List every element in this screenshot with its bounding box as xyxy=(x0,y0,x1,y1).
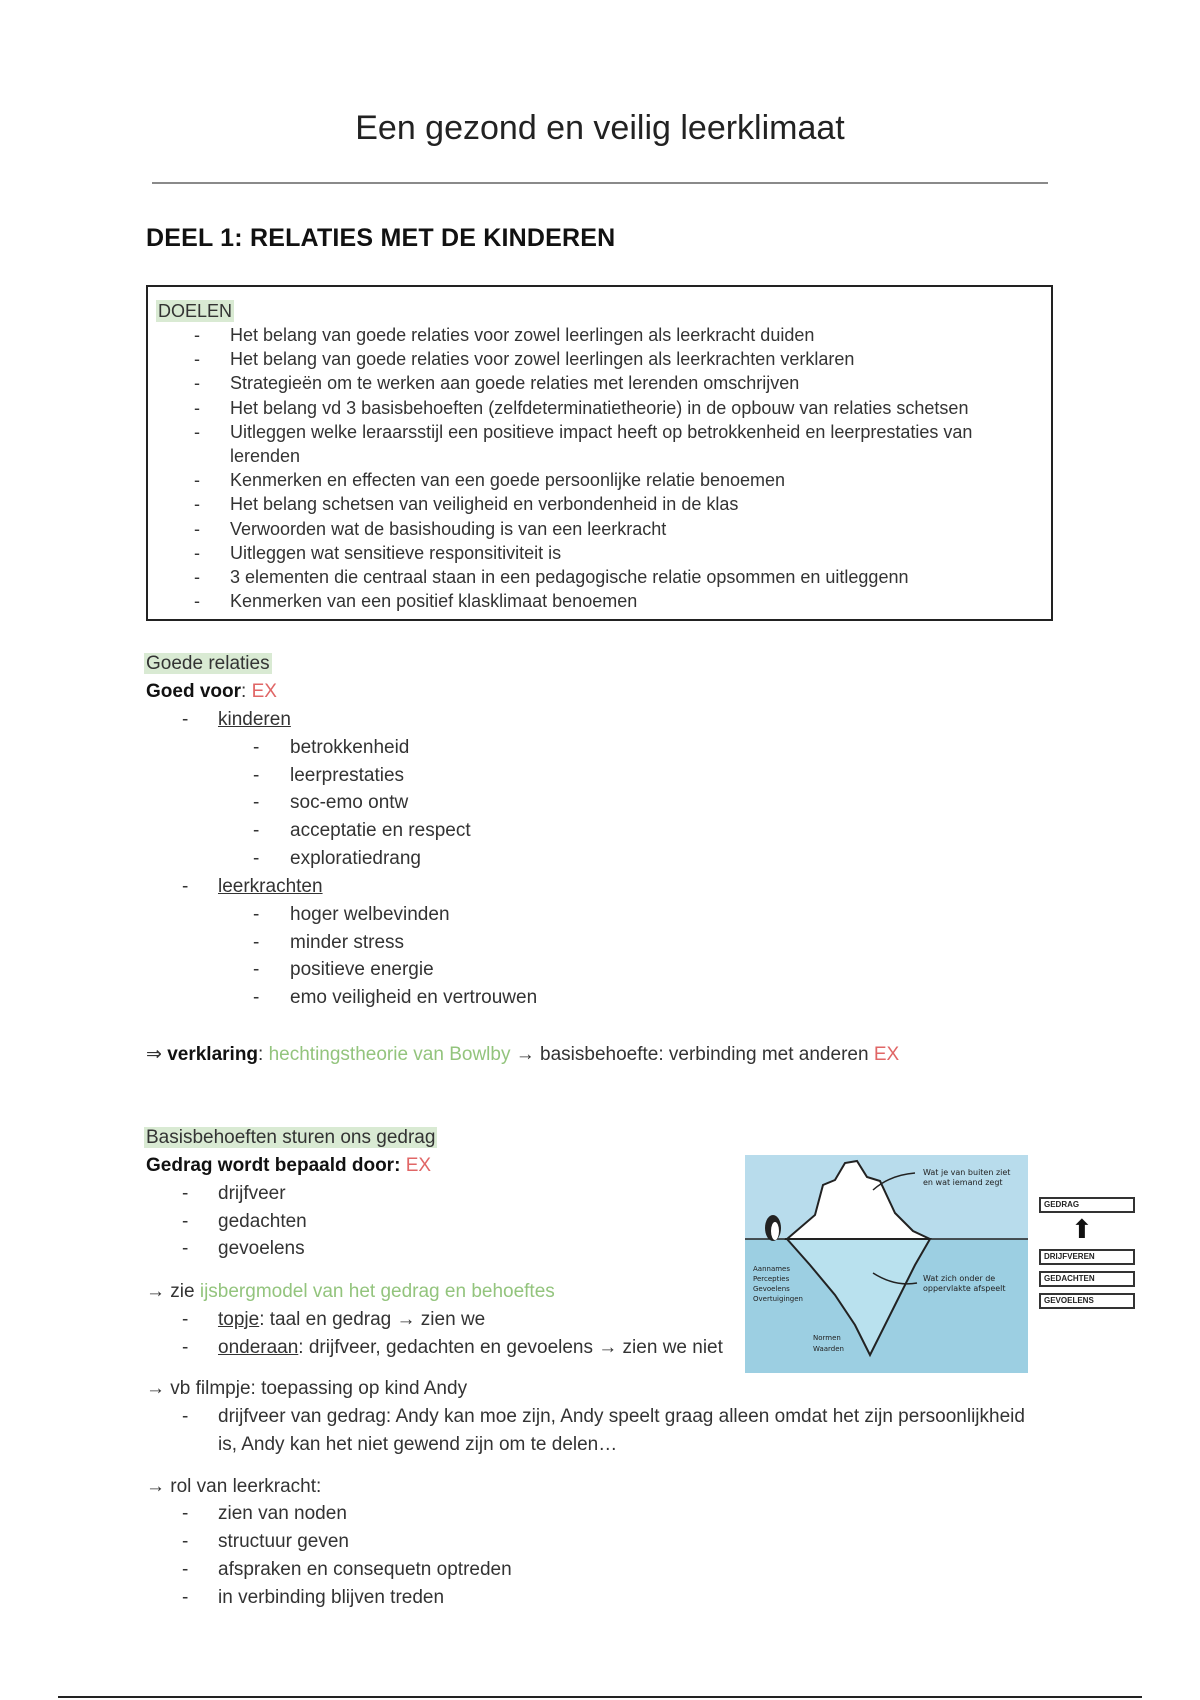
list-item: zien van noden xyxy=(218,1503,347,1524)
goal-item: - Strategieën om te werken aan goede relaties met lerenden omschrijven xyxy=(148,371,1051,395)
iceberg-left-label: Gevoelens xyxy=(753,1285,790,1293)
determined-by-line: Gedrag wordt bepaald door: EX xyxy=(146,1155,432,1176)
iceberg-bottom-label: Normen xyxy=(813,1334,841,1342)
list-item: drijfveer xyxy=(218,1183,286,1204)
list-item: afspraken en consequetn optreden xyxy=(218,1559,512,1580)
goals-box xyxy=(146,285,1053,621)
iceberg-left-label: Aannames xyxy=(753,1265,791,1273)
iceberg-illustration xyxy=(745,1155,1028,1373)
good-for-line: Goed voor: EX xyxy=(146,681,277,702)
list-item: emo veiligheid en vertrouwen xyxy=(290,987,538,1008)
video-line-2: is, Andy kan het niet gewend zijn om te delen… xyxy=(218,1434,618,1455)
iceberg-top-note-2: en wat iemand zegt xyxy=(923,1178,1003,1187)
goal-item: - Het belang schetsen van veiligheid en verbondenheid in de klas xyxy=(148,492,1051,516)
goal-item: - Verwoorden wat de basishouding is van een leerkracht xyxy=(148,517,1051,541)
iceberg-bottom-note-2: oppervlakte afspeelt xyxy=(923,1284,1006,1293)
bottom-divider xyxy=(58,1696,1142,1698)
goal-item: - Uitleggen wat sensitieve responsitiviteit is xyxy=(148,541,1051,565)
iceberg-bottom-note-1: Wat zich onder de xyxy=(923,1274,996,1283)
see-model-line: → zie ijsbergmodel van het gedrag en behoeftes xyxy=(146,1281,555,1302)
list-item: acceptatie en respect xyxy=(290,820,471,841)
goal-item: - Het belang van goede relaties voor zowel leerlingen als leerkracht duiden xyxy=(148,323,1051,347)
legend-gedachten: GEDACHTEN xyxy=(1039,1271,1135,1287)
list-item: exploratiedrang xyxy=(290,848,421,869)
list-item: leerprestaties xyxy=(290,765,405,786)
iceberg-drawing xyxy=(745,1155,1028,1373)
list-item: gevoelens xyxy=(218,1238,305,1259)
arrow-up-icon: ⬆ xyxy=(1071,1214,1093,1244)
basic-needs-heading: Basisbehoeften sturen ons gedrag xyxy=(146,1127,436,1148)
goal-item: - Kenmerken en effecten van een goede persoonlijke relatie benoemen xyxy=(148,468,1051,492)
list-item: structuur geven xyxy=(218,1531,349,1552)
kinderen-label: kinderen xyxy=(218,709,291,730)
list-item: minder stress xyxy=(290,932,405,953)
list-item: hoger welbevinden xyxy=(290,904,450,925)
goals-label: DOELEN xyxy=(158,301,233,321)
section-heading: DEEL 1: RELATIES MET DE KINDEREN xyxy=(146,224,616,252)
leerkrachten-label: leerkrachten xyxy=(218,876,323,897)
goal-item: - Het belang vd 3 basisbehoeften (zelfdeterminatietheorie) in de opbouw van relaties schetsen xyxy=(148,396,1051,420)
legend-gedrag: GEDRAG xyxy=(1039,1197,1135,1213)
goal-item: - Uitleggen welke leraarsstijl een positieve impact heeft op betrokkenheid en leerprestaties van lerenden xyxy=(148,420,1051,468)
bottom-line: onderaan: drijfveer, gedachten en gevoelens → zien we niet xyxy=(218,1337,723,1358)
iceberg-left-label: Percepties xyxy=(753,1275,790,1283)
list-item: soc-emo ontw xyxy=(290,792,409,813)
list-item: gedachten xyxy=(218,1211,307,1232)
page-title: Een gezond en veilig leerklimaat xyxy=(355,108,845,147)
iceberg-bottom-label: Waarden xyxy=(813,1345,844,1353)
explanation-line: ⇒ verklaring: hechtingstheorie van Bowlby → basisbehoefte: verbinding met anderen EX xyxy=(146,1044,900,1065)
video-intro: → vb filmpje: toepassing op kind Andy xyxy=(146,1378,468,1399)
iceberg-top-note-1: Wat je van buiten ziet xyxy=(923,1168,1011,1177)
goals-list xyxy=(148,323,1051,613)
list-item: in verbinding blijven treden xyxy=(218,1587,445,1608)
goal-item: - 3 elementen die centraal staan in een pedagogische relatie opsommen en uitleggenn xyxy=(148,565,1051,589)
video-line-1: drijfveer van gedrag: Andy kan moe zijn, Andy speelt graag alleen omdat het zijn persoonlijkheid xyxy=(218,1406,1025,1427)
iceberg-left-label: Overtuigingen xyxy=(753,1295,803,1303)
list-item: positieve energie xyxy=(290,959,434,980)
good-relations-heading: Goede relaties xyxy=(146,653,270,674)
top-line: topje: taal en gedrag → zien we xyxy=(218,1309,486,1330)
legend-gevoelens: GEVOELENS xyxy=(1039,1293,1135,1309)
title-divider xyxy=(152,182,1048,184)
goal-item: - Kenmerken van een positief klasklimaat benoemen xyxy=(148,589,1051,613)
list-item: betrokkenheid xyxy=(290,737,410,758)
role-intro: → rol van leerkracht: xyxy=(146,1476,322,1497)
legend-drijfveren: DRIJFVEREN xyxy=(1039,1249,1135,1265)
goal-item: - Het belang van goede relaties voor zowel leerlingen als leerkrachten verklaren xyxy=(148,347,1051,371)
